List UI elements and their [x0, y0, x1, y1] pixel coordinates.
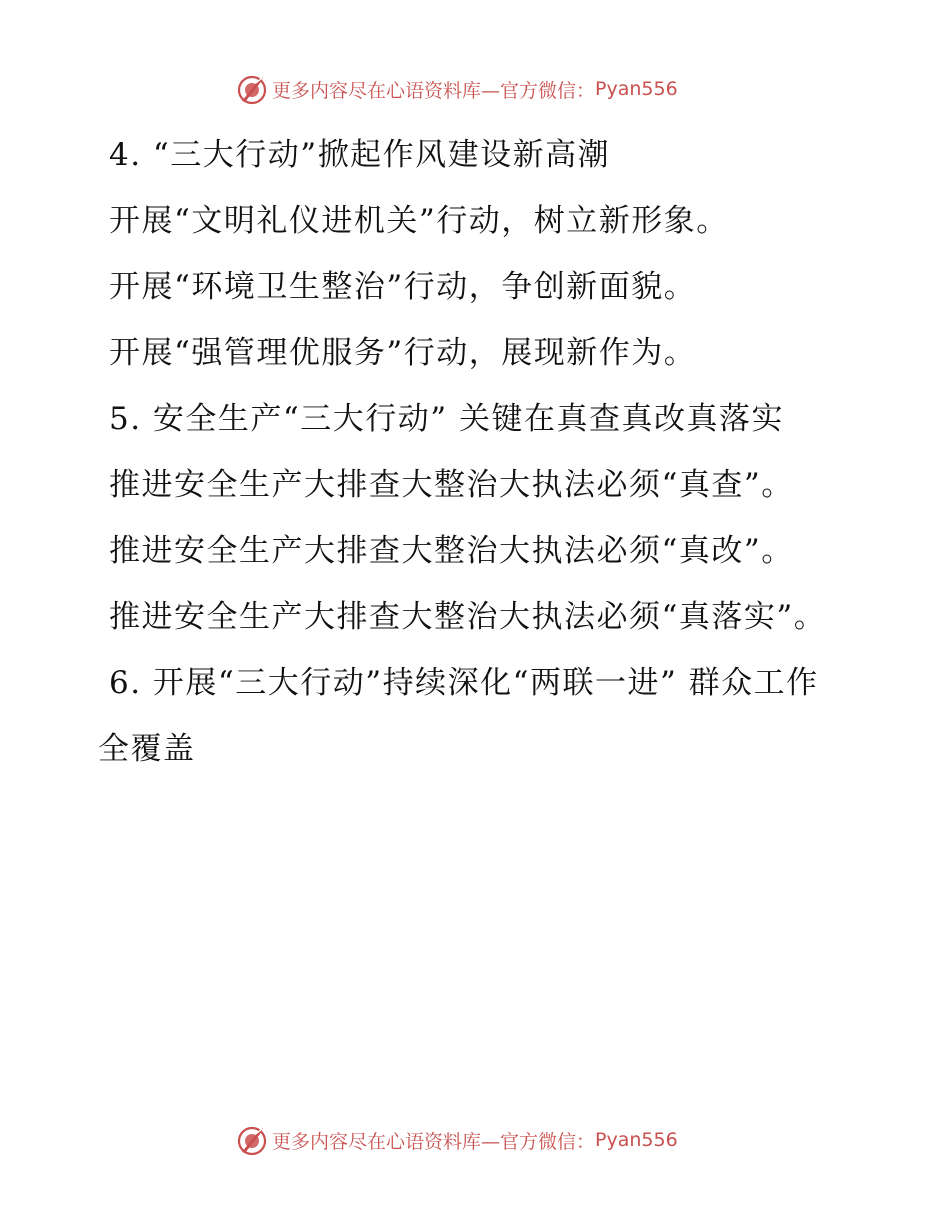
paragraph-text: 开展“环境卫生整治”行动，争创新面貌。 [109, 269, 697, 305]
paragraph-text: 开展“强管理优服务”行动，展现新作为。 [109, 335, 697, 371]
watermark-handle: Pyan556 [595, 78, 678, 100]
quill-logo-icon [236, 1124, 268, 1156]
watermark-header [236, 72, 678, 106]
paragraph-text: 推进安全生产大排查大整治大执法必须“真落实”。 [109, 599, 827, 635]
watermark-handle: Pyan556 [595, 1129, 678, 1151]
paragraph-heading-4: 4. “三大行动”掀起作风建设新高潮 [109, 137, 611, 173]
watermark-text: 更多内容尽在心语资料库—官方微信： [272, 1130, 596, 1153]
paragraph-heading-6: 6. 开展“三大行动”持续深化“两联一进” 群众工作全覆盖 [98, 665, 819, 767]
document-body [98, 122, 838, 782]
paragraph-text: 开展“文明礼仪进机关”行动，树立新形象。 [109, 203, 729, 239]
paragraph-text: 推进安全生产大排查大整治大执法必须“真查”。 [109, 467, 794, 503]
watermark-footer [236, 1123, 678, 1157]
paragraph-text: 推进安全生产大排查大整治大执法必须“真改”。 [109, 533, 794, 569]
quill-logo-icon [236, 73, 268, 105]
watermark-text: 更多内容尽在心语资料库—官方微信： [272, 79, 596, 102]
paragraph-heading-5: 5. 安全生产“三大行动” 关键在真查真改真落实 [109, 401, 784, 437]
